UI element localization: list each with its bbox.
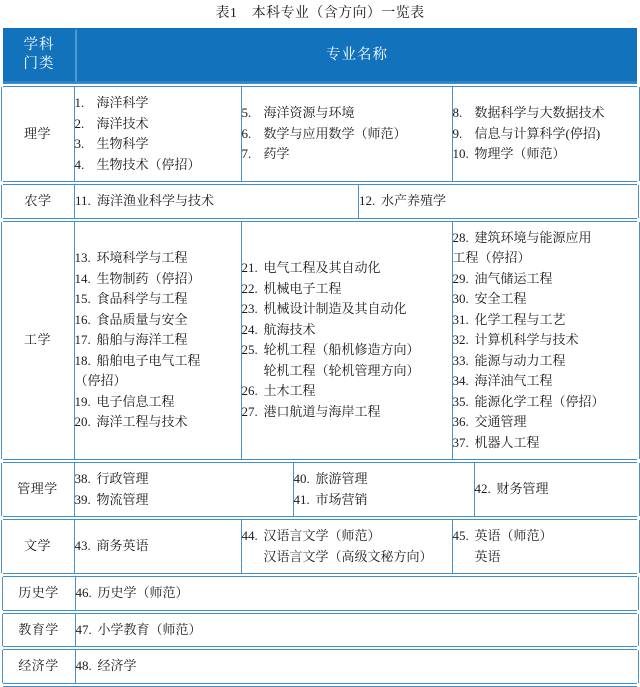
discipline-row (2, 650, 639, 683)
major-item-number: 33. (452, 352, 469, 368)
major-item-label: 航海技术 (263, 321, 316, 337)
major-item-number: 1. (74, 95, 85, 110)
major-item-label: 海洋科学 (96, 95, 149, 110)
major-cell-col3 (452, 87, 640, 181)
major-item (453, 392, 639, 413)
major-item-number: 44. (241, 528, 258, 543)
major-item-number: 39. (74, 491, 91, 507)
major-item-label: 港口航道与海岸工程 (263, 403, 381, 419)
major-item-label: 船舶电子电气工程 (96, 352, 201, 368)
table-body (0, 83, 640, 687)
major-item (475, 479, 639, 500)
major-item (75, 134, 241, 155)
major-item-number: 3. (74, 136, 85, 151)
major-item (453, 289, 639, 310)
major-item-label: 环境科学与工程 (96, 250, 188, 265)
major-item-label: 轮机工程（船机修造方向） (263, 342, 420, 358)
major-item (242, 320, 452, 341)
discipline-row (1, 87, 640, 181)
major-item (75, 469, 293, 490)
major-item (75, 536, 241, 557)
major-cell-primary (76, 614, 639, 647)
major-item-number: 23. (241, 301, 258, 317)
major-item-number: 43. (74, 538, 91, 554)
major-item-label: 信息与计算科学(停招) (474, 125, 601, 141)
major-cell-col3 (452, 520, 640, 573)
major-item (453, 526, 639, 547)
major-item (453, 371, 639, 392)
major-item-label: 物流管理 (96, 491, 149, 507)
major-item (75, 351, 241, 372)
major-item-number: 20. (74, 414, 91, 429)
major-cell-col3 (452, 222, 640, 460)
major-item-label: 土木工程 (263, 383, 316, 399)
table-bottom-rule (3, 683, 637, 687)
major-cell-col2 (241, 222, 452, 460)
major-item-label: 小学教育（师范） (97, 621, 202, 637)
major-cell-primary (76, 577, 639, 610)
major-item-number: 36. (452, 414, 469, 429)
major-item (75, 310, 241, 331)
major-item-number: 45. (452, 528, 469, 543)
major-item-number: 24. (241, 321, 258, 337)
major-item-number: 4. (74, 156, 85, 172)
major-item-subline: 轮机工程（轮机管理方向） (263, 362, 420, 378)
header-row (3, 28, 637, 83)
major-item (359, 191, 638, 212)
major-cell-col1 (75, 87, 241, 181)
major-item-label: 数学与应用数学（师范） (263, 125, 407, 141)
major-cell-col3 (474, 463, 640, 516)
major-item-number: 21. (241, 260, 258, 276)
major-item-number: 40. (293, 471, 310, 486)
major-item (75, 248, 241, 269)
major-item-number: 47. (75, 621, 92, 637)
major-item-number: 5. (241, 105, 252, 121)
major-item-label: 海洋工程与技术 (96, 414, 188, 429)
major-item-number: 2. (74, 115, 85, 131)
major-item-number: 34. (452, 373, 469, 388)
header-category-line2: 门类 (23, 56, 55, 72)
major-item-number: 17. (74, 332, 91, 347)
major-item-label: 化学工程与工艺 (474, 311, 566, 327)
major-item (75, 289, 241, 310)
major-item (294, 490, 474, 511)
major-item-number: 35. (452, 393, 469, 409)
major-item-label: 计算机科学与技术 (474, 332, 579, 347)
major-item-label: 物理学（师范） (474, 146, 566, 162)
major-item-number: 41. (293, 491, 310, 507)
table-header (3, 28, 637, 83)
major-item (75, 114, 241, 135)
major-item-label: 安全工程 (474, 291, 527, 306)
discipline-category-cell: 农学 (1, 185, 75, 218)
major-item-label: 旅游管理 (315, 471, 368, 486)
major-item (242, 144, 452, 165)
major-item-label: 市场营销 (315, 491, 368, 507)
major-item-label: 数据科学与大数据技术 (474, 105, 605, 121)
major-item-continuation: 工程（停招） (452, 250, 531, 265)
major-item-label: 机械电子工程 (263, 280, 342, 296)
major-item-number: 32. (452, 332, 469, 347)
major-cell-primary (76, 650, 639, 683)
major-item-subline: 汉语言文学（高级文秘方向） (263, 548, 433, 564)
major-item-label: 历史学（师范） (97, 585, 189, 600)
major-item-label: 海洋资源与环境 (263, 105, 355, 121)
major-item-number: 14. (74, 270, 91, 286)
major-item-label: 船舶与海洋工程 (96, 332, 188, 347)
major-item-label: 水产养殖学 (381, 193, 447, 208)
major-item-label: 电气工程及其自动化 (263, 260, 381, 276)
major-item-label: 食品科学与工程 (96, 291, 188, 306)
major-cell-col2 (241, 520, 452, 573)
major-item-label: 行政管理 (96, 471, 149, 486)
discipline-category-cell: 经济学 (2, 650, 76, 683)
discipline-row (1, 185, 639, 218)
major-item-number: 8. (452, 105, 463, 121)
major-item-number: 16. (74, 311, 91, 327)
major-cell-col1 (75, 520, 241, 573)
major-item (453, 310, 639, 331)
major-item-number: 10. (452, 146, 469, 162)
major-item-number: 22. (241, 280, 258, 296)
major-item-number: 29. (452, 270, 469, 286)
major-item-label: 油气储运工程 (474, 270, 553, 286)
major-item-number: 46. (75, 585, 92, 600)
major-item-label: 电子信息工程 (96, 393, 175, 409)
major-item-label: 食品质量与安全 (96, 311, 188, 327)
discipline-category-cell: 管理学 (1, 463, 75, 516)
major-item-label: 海洋油气工程 (474, 373, 553, 388)
major-item (242, 258, 452, 279)
major-item (453, 351, 639, 372)
major-cell-col2 (293, 463, 474, 516)
major-item-subline: 英语 (474, 548, 501, 564)
discipline-category-cell: 工学 (1, 222, 75, 460)
major-item-label: 商务英语 (96, 538, 149, 554)
discipline-row (1, 222, 640, 460)
major-item (75, 392, 241, 413)
major-item-label: 机械设计制造及其自动化 (263, 301, 407, 317)
major-item-label: 生物科学 (96, 136, 149, 151)
major-item (453, 144, 639, 165)
major-item-number: 15. (74, 291, 91, 306)
major-item-number: 7. (241, 146, 252, 162)
major-item-label: 汉语言文学（师范） (263, 528, 381, 543)
major-cell-col2 (358, 185, 639, 218)
major-item (75, 412, 241, 433)
major-item (242, 340, 452, 361)
major-item-number: 48. (75, 658, 92, 673)
major-item (453, 433, 639, 454)
major-item-label: 能源化学工程（停招） (474, 393, 605, 409)
header-category-line1: 学科 (23, 37, 55, 53)
header-category-cell (3, 28, 77, 83)
discipline-row (1, 463, 640, 516)
major-item (76, 620, 638, 641)
major-item (76, 583, 638, 604)
major-item-number: 27. (241, 403, 258, 419)
major-item (75, 191, 358, 212)
major-item (453, 269, 639, 290)
major-cell-col2 (241, 87, 452, 181)
major-item (242, 124, 452, 145)
major-item (453, 124, 639, 145)
major-item (242, 402, 452, 423)
major-item-number: 26. (241, 383, 258, 399)
major-item (242, 299, 452, 320)
major-item-number: 42. (474, 481, 491, 497)
major-item-label: 机器人工程 (474, 434, 540, 450)
major-cell-col1 (75, 222, 241, 460)
major-item (75, 269, 241, 290)
major-cell-col1 (75, 463, 293, 516)
major-item-label: 生物制药（停招） (96, 270, 201, 286)
major-item (75, 93, 241, 114)
discipline-category-cell: 理学 (1, 87, 75, 181)
major-item (453, 412, 639, 433)
major-item (242, 103, 452, 124)
discipline-row (2, 614, 639, 647)
major-item (75, 155, 241, 176)
discipline-category-cell: 文学 (1, 520, 75, 573)
major-item (242, 279, 452, 300)
major-item (453, 330, 639, 351)
page-title: 表1 本科专业（含方向）一览表 (215, 6, 425, 21)
major-item-number: 9. (452, 125, 463, 141)
major-item (453, 103, 639, 124)
major-item-label: 建筑环境与能源应用 (474, 229, 592, 245)
major-item-number: 6. (241, 125, 252, 141)
major-item-label: 经济学 (97, 658, 137, 673)
major-item (75, 490, 293, 511)
major-item-number: 19. (74, 393, 91, 409)
major-item-number: 38. (74, 471, 91, 486)
major-item-number: 11. (75, 193, 91, 208)
major-item (75, 330, 241, 351)
major-item-number: 37. (452, 434, 469, 450)
major-item-number: 28. (452, 229, 469, 245)
major-item (242, 526, 452, 547)
major-item-number: 30. (452, 291, 469, 306)
major-item-label: 英语（师范） (474, 528, 553, 543)
major-item (76, 656, 638, 677)
major-item-continuation: （停招） (74, 373, 127, 388)
major-item-label: 海洋渔业科学与技术 (97, 193, 215, 208)
major-item-number: 13. (74, 250, 91, 265)
major-item-label: 财务管理 (496, 481, 549, 497)
major-item-label: 药学 (263, 146, 290, 162)
discipline-row (1, 520, 640, 573)
discipline-category-cell: 历史学 (2, 577, 76, 610)
major-item-number: 25. (241, 342, 258, 358)
discipline-row (2, 577, 639, 610)
major-item-number: 12. (359, 193, 376, 208)
major-item (242, 381, 452, 402)
header-major-name-cell: 专业名称 (77, 28, 637, 83)
major-item-label: 生物技术（停招） (96, 156, 201, 172)
major-cell-col1 (75, 185, 358, 218)
discipline-category-cell: 教育学 (2, 614, 76, 647)
major-item-label: 海洋技术 (96, 115, 149, 131)
major-item-label: 交通管理 (474, 414, 527, 429)
major-item-number: 18. (74, 352, 91, 368)
major-item-label: 能源与动力工程 (474, 352, 566, 368)
major-item-number: 31. (452, 311, 469, 327)
major-item (453, 228, 639, 249)
major-item (294, 469, 474, 490)
